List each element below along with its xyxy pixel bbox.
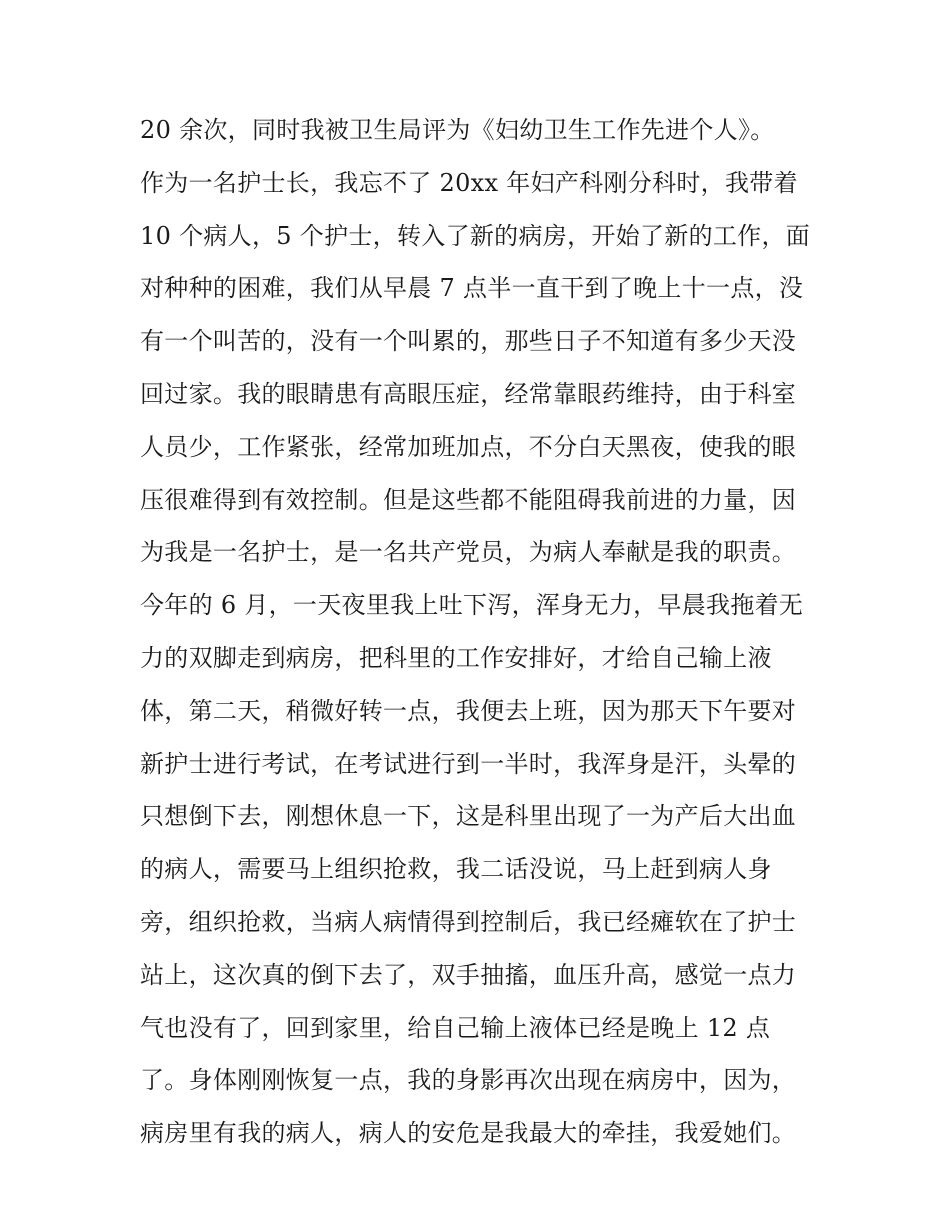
text-line: 病房里有我的病人，病人的安危是我最大的牵挂，我爱她们。 [140, 1119, 797, 1148]
text-line: 对种种的困难，我们从早晨 7 点半一直干到了晚上十一点，没 [140, 274, 804, 303]
text-line: 回过家。我的眼睛患有高眼压症，经常靠眼药维持，由于科室 [140, 379, 797, 408]
text-line: 10 个病人，5 个护士，转入了新的病房，开始了新的工作，面 [140, 221, 811, 250]
text-line: 有一个叫苦的，没有一个叫累的，那些日子不知道有多少天没 [140, 327, 797, 356]
body-text [140, 104, 820, 1160]
text-line: 旁，组织抢救，当病人病情得到控制后，我已经瘫软在了护士 [140, 907, 797, 936]
text-line: 只想倒下去，刚想休息一下，这是科里出现了一为产后大出血 [140, 802, 797, 831]
text-line: 作为一名护士长，我忘不了 20xx 年妇产科刚分科时，我带着 [140, 168, 798, 197]
text-line: 站上，这次真的倒下去了，双手抽搐，血压升高，感觉一点力 [140, 960, 797, 989]
text-line: 的病人，需要马上组织抢救，我二话没说，马上赶到病人身 [140, 855, 772, 884]
text-line: 体，第二天，稍微好转一点，我便去上班，因为那天下午要对 [140, 696, 797, 725]
text-line: 力的双脚走到病房，把科里的工作安排好，才给自己输上液 [140, 643, 772, 672]
text-line: 人员少，工作紧张，经常加班加点，不分白天黑夜，使我的眼 [140, 432, 797, 461]
text-line: 了。身体刚刚恢复一点，我的身影再次出现在病房中，因为， [140, 1066, 797, 1095]
text-line: 气也没有了，回到家里，给自己输上液体已经是晚上 12 点 [140, 1013, 771, 1042]
text-line: 今年的 6 月，一天夜里我上吐下泻，浑身无力，早晨我拖着无 [140, 591, 804, 620]
text-line: 新护士进行考试，在考试进行到一半时，我浑身是汗，头晕的 [140, 749, 797, 778]
text-line: 压很难得到有效控制。但是这些都不能阻碍我前进的力量，因 [140, 485, 797, 514]
text-line: 为我是一名护士，是一名共产党员，为病人奉献是我的职责。 [140, 538, 797, 567]
text-line: 20 余次，同时我被卫生局评为《妇幼卫生工作先进个人》。 [140, 116, 775, 144]
